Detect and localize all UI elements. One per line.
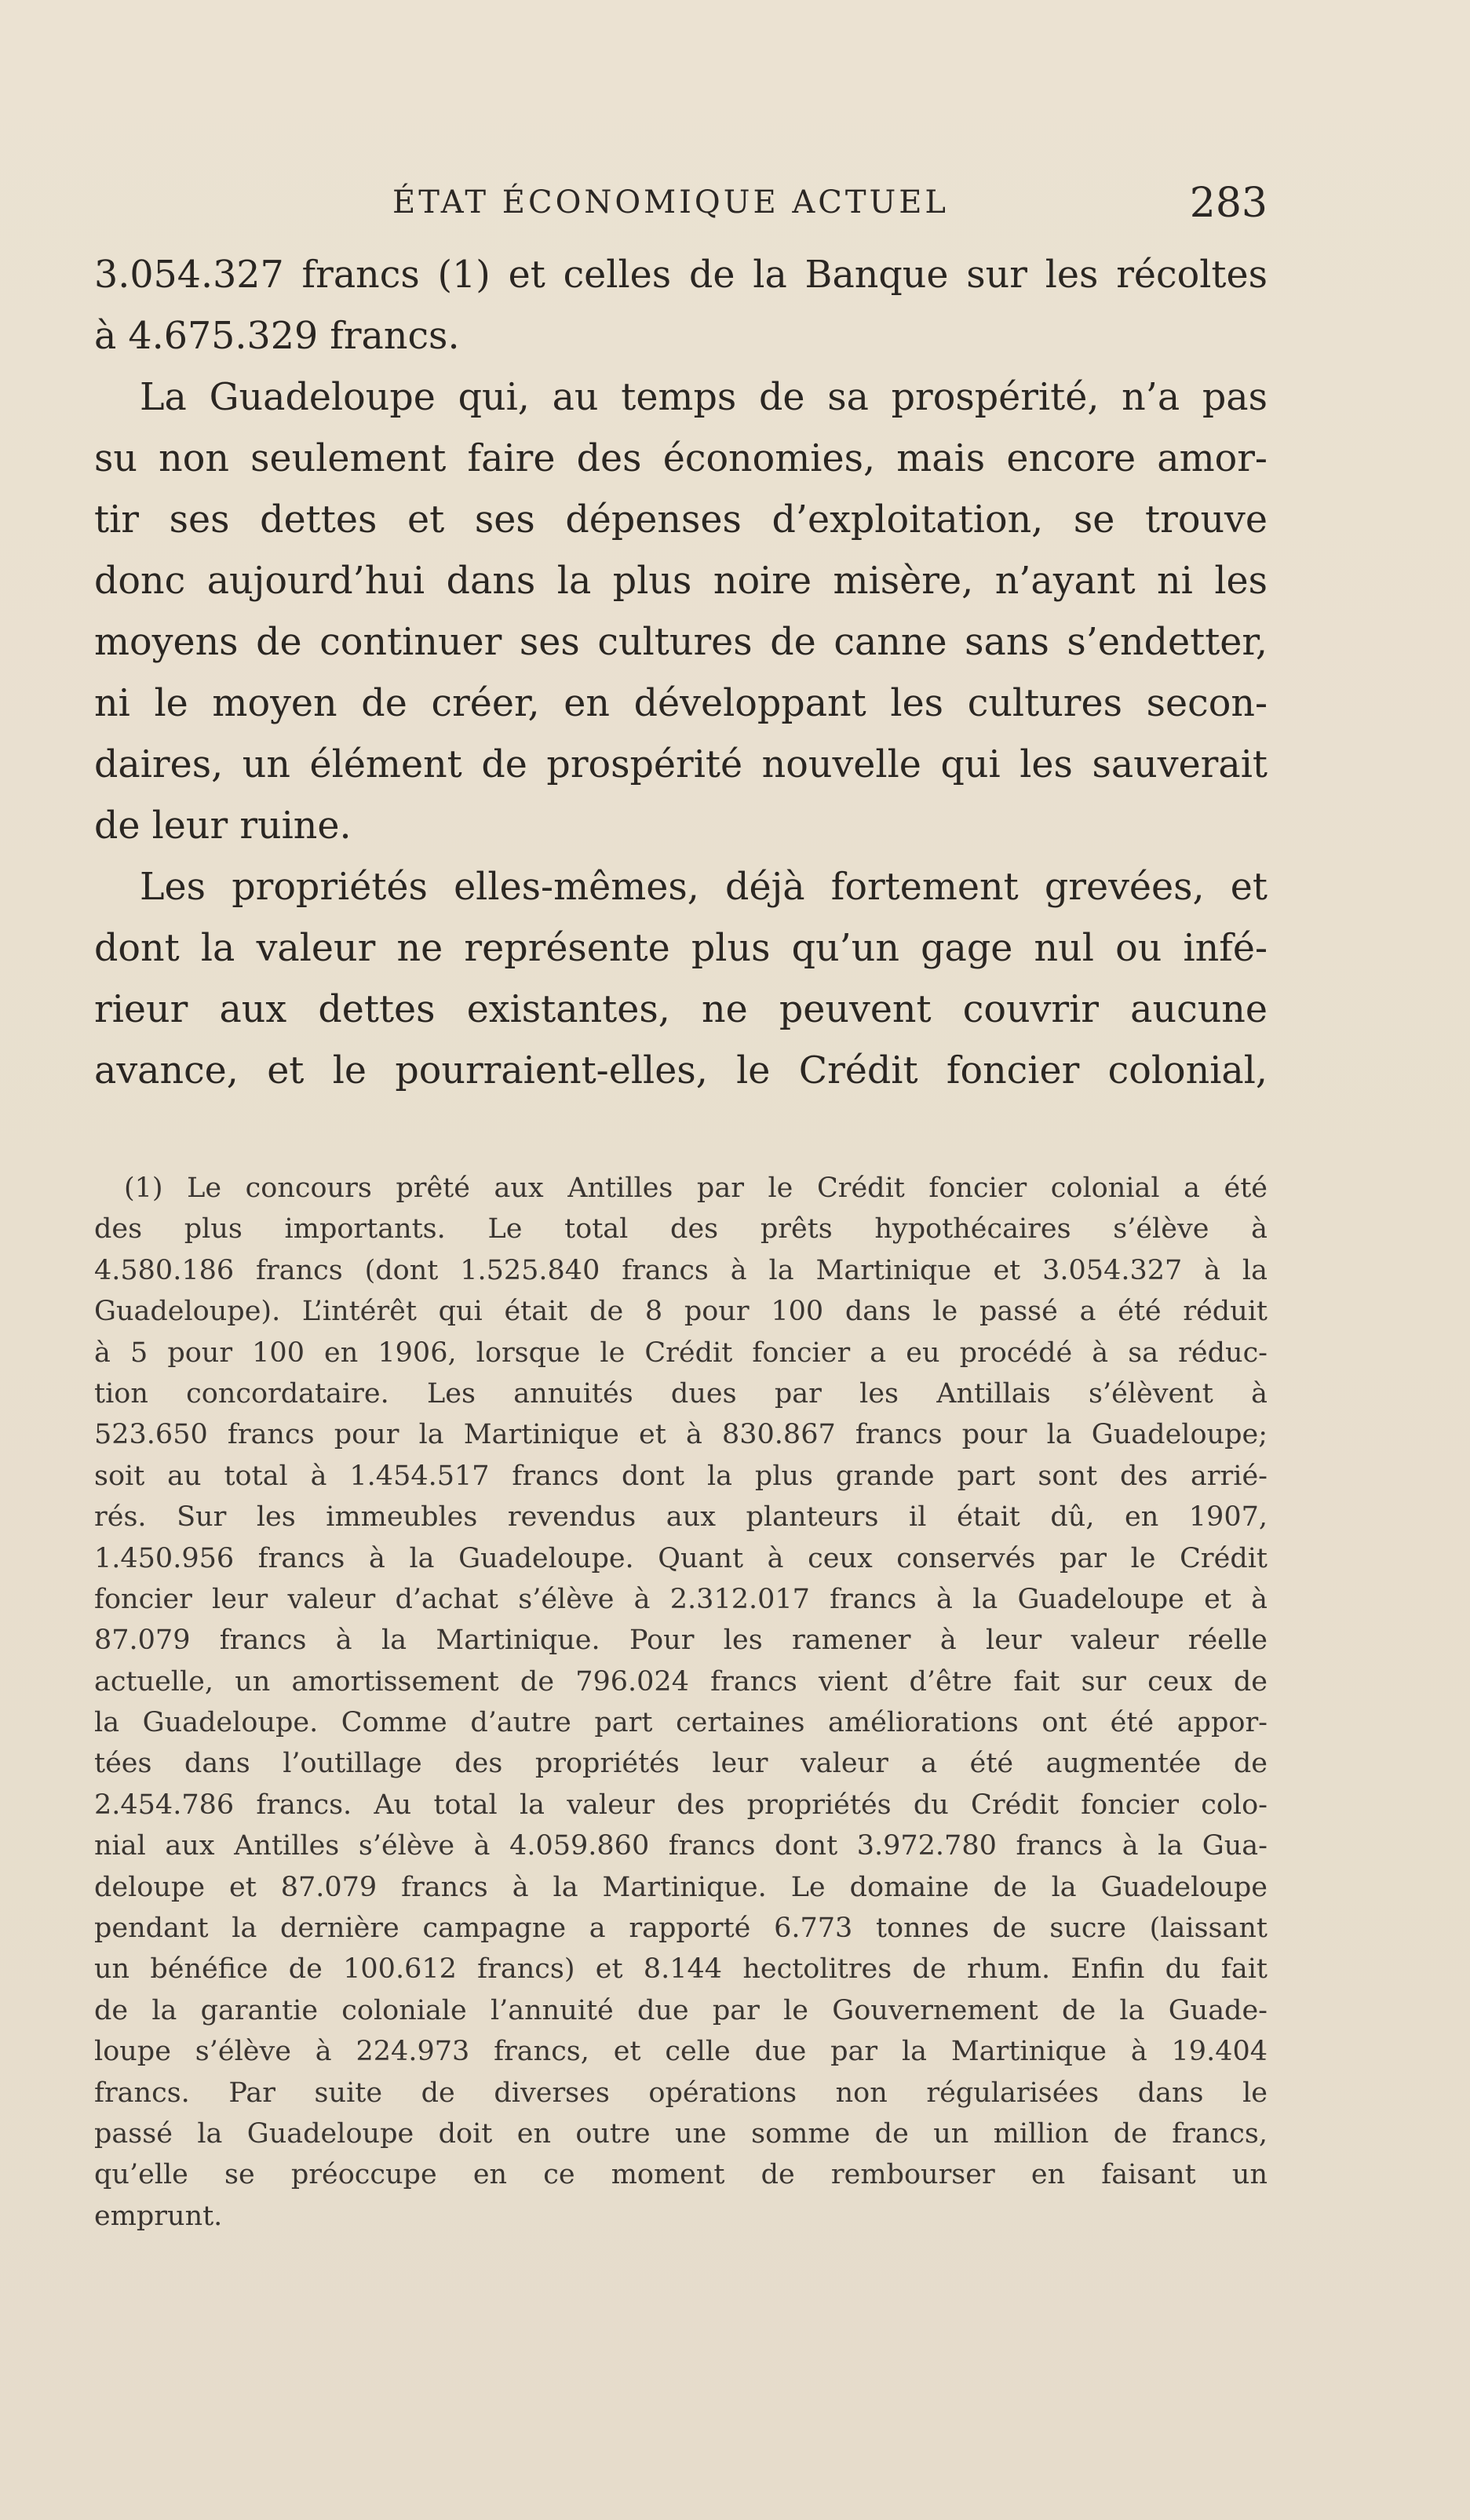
text-line: La Guadeloupe qui, au temps de sa prospérité, n’a pas bbox=[140, 376, 1268, 419]
text-line: dont la valeur ne représente plus qu’un gage nul ou infé- bbox=[94, 927, 1268, 970]
footnote-line: passé la Guadeloupe doit en outre une somme de un million de francs, bbox=[94, 2117, 1268, 2150]
footnote-line: 87.079 francs à la Martinique. Pour les ramener à leur valeur réelle bbox=[94, 1625, 1268, 1657]
footnote-line: loupe s’élève à 224.973 francs, et celle due par la Martinique à 19.404 bbox=[94, 2036, 1268, 2068]
footnote-line: la Guadeloupe. Comme d’autre part certaines améliorations ont été appor- bbox=[94, 1707, 1268, 1739]
footnote-line: à 5 pour 100 en 1906, lorsque le Crédit foncier a eu procédé à sa réduc- bbox=[94, 1337, 1268, 1369]
text-line: ni le moyen de créer, en développant les cultures secon- bbox=[94, 682, 1268, 725]
text-line: à 4.675.329 francs. bbox=[94, 315, 460, 358]
footnote-line: emprunt. bbox=[94, 2200, 223, 2232]
footnote-line: francs. Par suite de diverses opérations non régularisées dans le bbox=[94, 2077, 1268, 2109]
text-line: avance, et le pourraient-elles, le Crédit foncier colonial, bbox=[94, 1049, 1268, 1092]
page-number: 283 bbox=[1189, 180, 1268, 227]
text-line: daires, un élément de prospérité nouvelle qui les sauverait bbox=[94, 743, 1268, 786]
text-line: Les propriétés elles-mêmes, déjà fortement grevées, et bbox=[140, 866, 1268, 909]
text-line: 3.054.327 francs (1) et celles de la Banque sur les récoltes bbox=[94, 253, 1268, 297]
footnote-line: 1.450.956 francs à la Guadeloupe. Quant à ceux conservés par le Crédit bbox=[94, 1542, 1268, 1574]
footnote-line: tées dans l’outillage des propriétés leur valeur a été augmentée de bbox=[94, 1748, 1268, 1780]
footnote-line: des plus importants. Le total des prêts hypothécaires s’élève à bbox=[94, 1213, 1268, 1245]
footnote-line: 2.454.786 francs. Au total la valeur des propriétés du Crédit foncier colo- bbox=[94, 1789, 1268, 1821]
footnote-line: de la garantie coloniale l’annuité due par le Gouvernement de la Guade- bbox=[94, 1994, 1268, 2026]
footnote-line: deloupe et 87.079 francs à la Martinique. Le domaine de la Guadeloupe bbox=[94, 1871, 1268, 1903]
footnote-line: 4.580.186 francs (dont 1.525.840 francs à la Martinique et 3.054.327 à la bbox=[94, 1254, 1268, 1286]
footnote-line: nial aux Antilles s’élève à 4.059.860 francs dont 3.972.780 francs à la Gua- bbox=[94, 1830, 1268, 1862]
text-line: tir ses dettes et ses dépenses d’exploitation, se trouve bbox=[94, 498, 1268, 542]
footnote-line: tion concordataire. Les annuités dues par les Antillais s’élèvent à bbox=[94, 1377, 1268, 1410]
footnote-line: qu’elle se préoccupe en ce moment de rembourser en faisant un bbox=[94, 2159, 1268, 2191]
text-line: de leur ruine. bbox=[94, 804, 352, 848]
text-line: donc aujourd’hui dans la plus noire misère, n’ayant ni les bbox=[94, 560, 1268, 603]
text-line: moyens de continuer ses cultures de canne sans s’endetter, bbox=[94, 621, 1268, 664]
main-text bbox=[94, 245, 1268, 1102]
footnote-line: 523.650 francs pour la Martinique et à 830.867 francs pour la Guadeloupe; bbox=[94, 1419, 1268, 1451]
text-line: su non seulement faire des économies, mais encore amor- bbox=[94, 437, 1268, 480]
text-line: rieur aux dettes existantes, ne peuvent couvrir aucune bbox=[94, 988, 1268, 1031]
running-header bbox=[94, 177, 1268, 232]
footnote-line: un bénéfice de 100.612 francs) et 8.144 hectolitres de rhum. Enfin du fait bbox=[94, 1953, 1268, 1986]
footnote-line: foncier leur valeur d’achat s’élève à 2.312.017 francs à la Guadeloupe et à bbox=[94, 1583, 1268, 1615]
footnote bbox=[94, 1168, 1268, 2237]
footnote-line: (1) Le concours prêté aux Antilles par le Crédit foncier colonial a été bbox=[124, 1172, 1268, 1204]
footnote-line: rés. Sur les immeubles revendus aux planteurs il était dû, en 1907, bbox=[94, 1501, 1268, 1534]
footnote-line: pendant la dernière campagne a rapporté 6.773 tonnes de sucre (laissant bbox=[94, 1913, 1268, 1945]
footnote-line: soit au total à 1.454.517 francs dont la plus grande part sont des arrié- bbox=[94, 1460, 1268, 1492]
footnote-line: actuelle, un amortissement de 796.024 francs vient d’être fait sur ceux de bbox=[94, 1665, 1268, 1698]
running-title: ÉTAT ÉCONOMIQUE ACTUEL bbox=[392, 184, 949, 221]
footnote-line: Guadeloupe). L’intérêt qui était de 8 pour 100 dans le passé a été réduit bbox=[94, 1296, 1268, 1328]
